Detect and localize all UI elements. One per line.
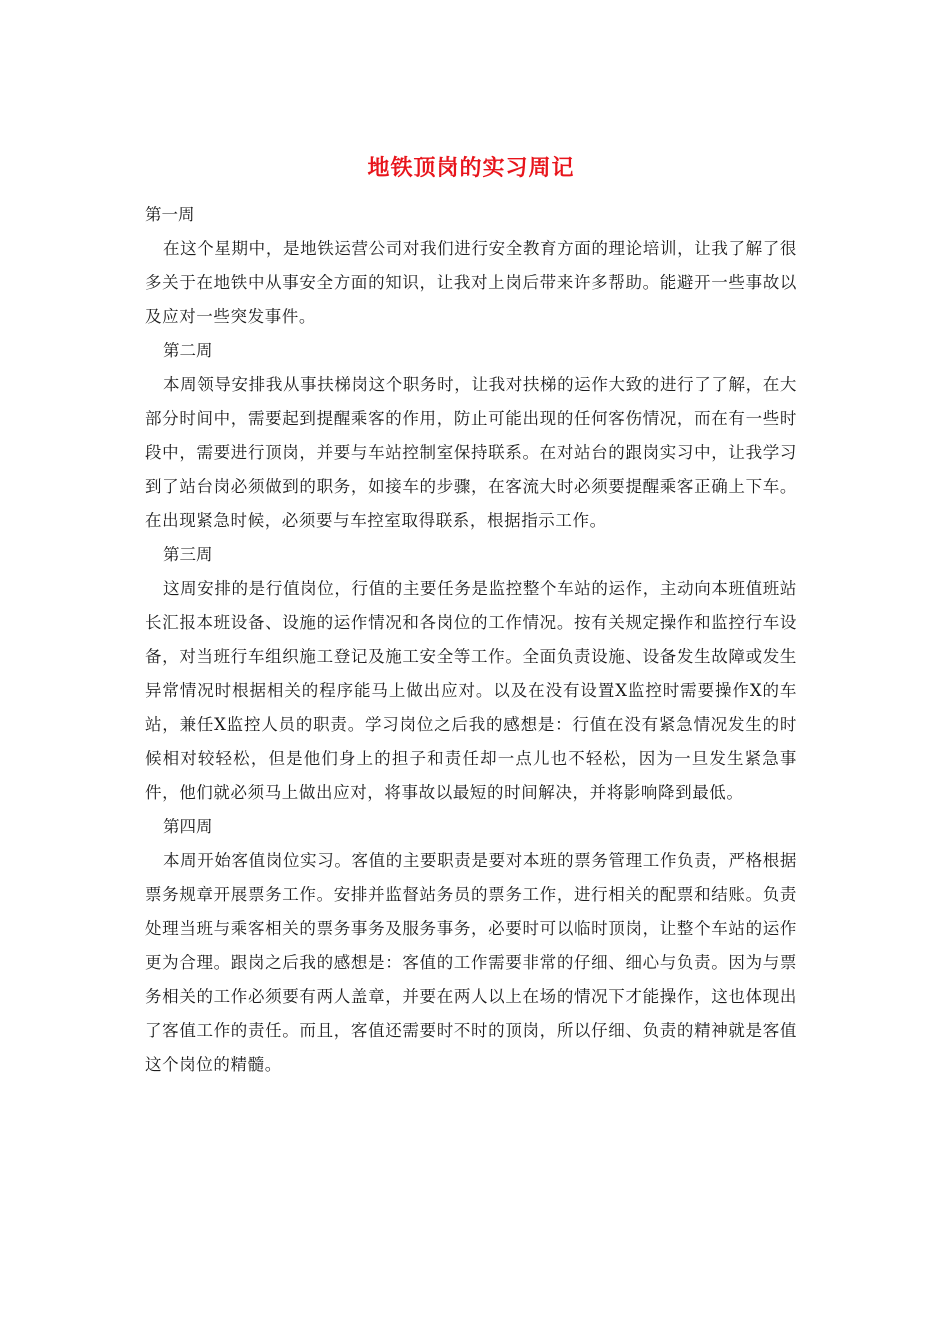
week-section-2 xyxy=(145,334,797,538)
week-section-4 xyxy=(145,810,797,1082)
week-section-1 xyxy=(145,198,797,334)
week-paragraph: 本周开始客值岗位实习。客值的主要职责是要对本班的票务管理工作负责，严格根据票务规章开展票务工作。安排并监督站务员的票务工作，进行相关的配票和结账。负责处理当班与乘客相关的票务事务及服务事务，必要时可以临时顶岗，让整个车站的运作更为合理。跟岗之后我的感想是：客值的工作需要非常的仔细、细心与负责。因为与票务相关的工作必须要有两人盖章，并要在两人以上在场的情况下才能操作，这也体现出了客值工作的责任。而且，客值还需要时不时的顶岗，所以仔细、负责的精神就是客值这个岗位的精髓。 xyxy=(145,851,797,1074)
week-heading: 第三周 xyxy=(163,545,213,564)
week-heading: 第四周 xyxy=(163,817,213,836)
week-paragraph: 本周领导安排我从事扶梯岗这个职务时，让我对扶梯的运作大致的进行了了解，在大部分时间中，需要起到提醒乘客的作用，防止可能出现的任何客伤情况，而在有一些时段中，需要进行顶岗，并要与车站控制室保持联系。在对站台的跟岗实习中，让我学习到了站台岗必须做到的职务，如接车的步骤，在客流大时必须要提醒乘客正确上下车。在出现紧急时候，必须要与车控室取得联系，根据指示工作。 xyxy=(145,375,797,530)
document-title: 地铁顶岗的实习周记 xyxy=(367,155,575,181)
week-heading: 第二周 xyxy=(163,341,213,360)
week-section-3 xyxy=(145,538,797,810)
week-paragraph: 在这个星期中，是地铁运营公司对我们进行安全教育方面的理论培训，让我了解了很多关于在地铁中从事安全方面的知识，让我对上岗后带来许多帮助。能避开一些事故以及应对一些突发事件。 xyxy=(145,239,797,326)
document-page xyxy=(145,150,797,1082)
week-heading: 第一周 xyxy=(145,205,195,224)
week-paragraph: 这周安排的是行值岗位，行值的主要任务是监控整个车站的运作，主动向本班值班站长汇报本班设备、设施的运作情况和各岗位的工作情况。按有关规定操作和监控行车设备，对当班行车组织施工登记及施工安全等工作。全面负责设施、设备发生故障或发生异常情况时根据相关的程序能马上做出应对。以及在没有设置X监控时需要操作X的车站，兼任X监控人员的职责。学习岗位之后我的感想是：行值在没有紧急情况发生的时候相对较轻松，但是他们身上的担子和责任却一点儿也不轻松，因为一旦发生紧急事件，他们就必须马上做出应对，将事故以最短的时间解决，并将影响降到最低。 xyxy=(145,579,797,802)
